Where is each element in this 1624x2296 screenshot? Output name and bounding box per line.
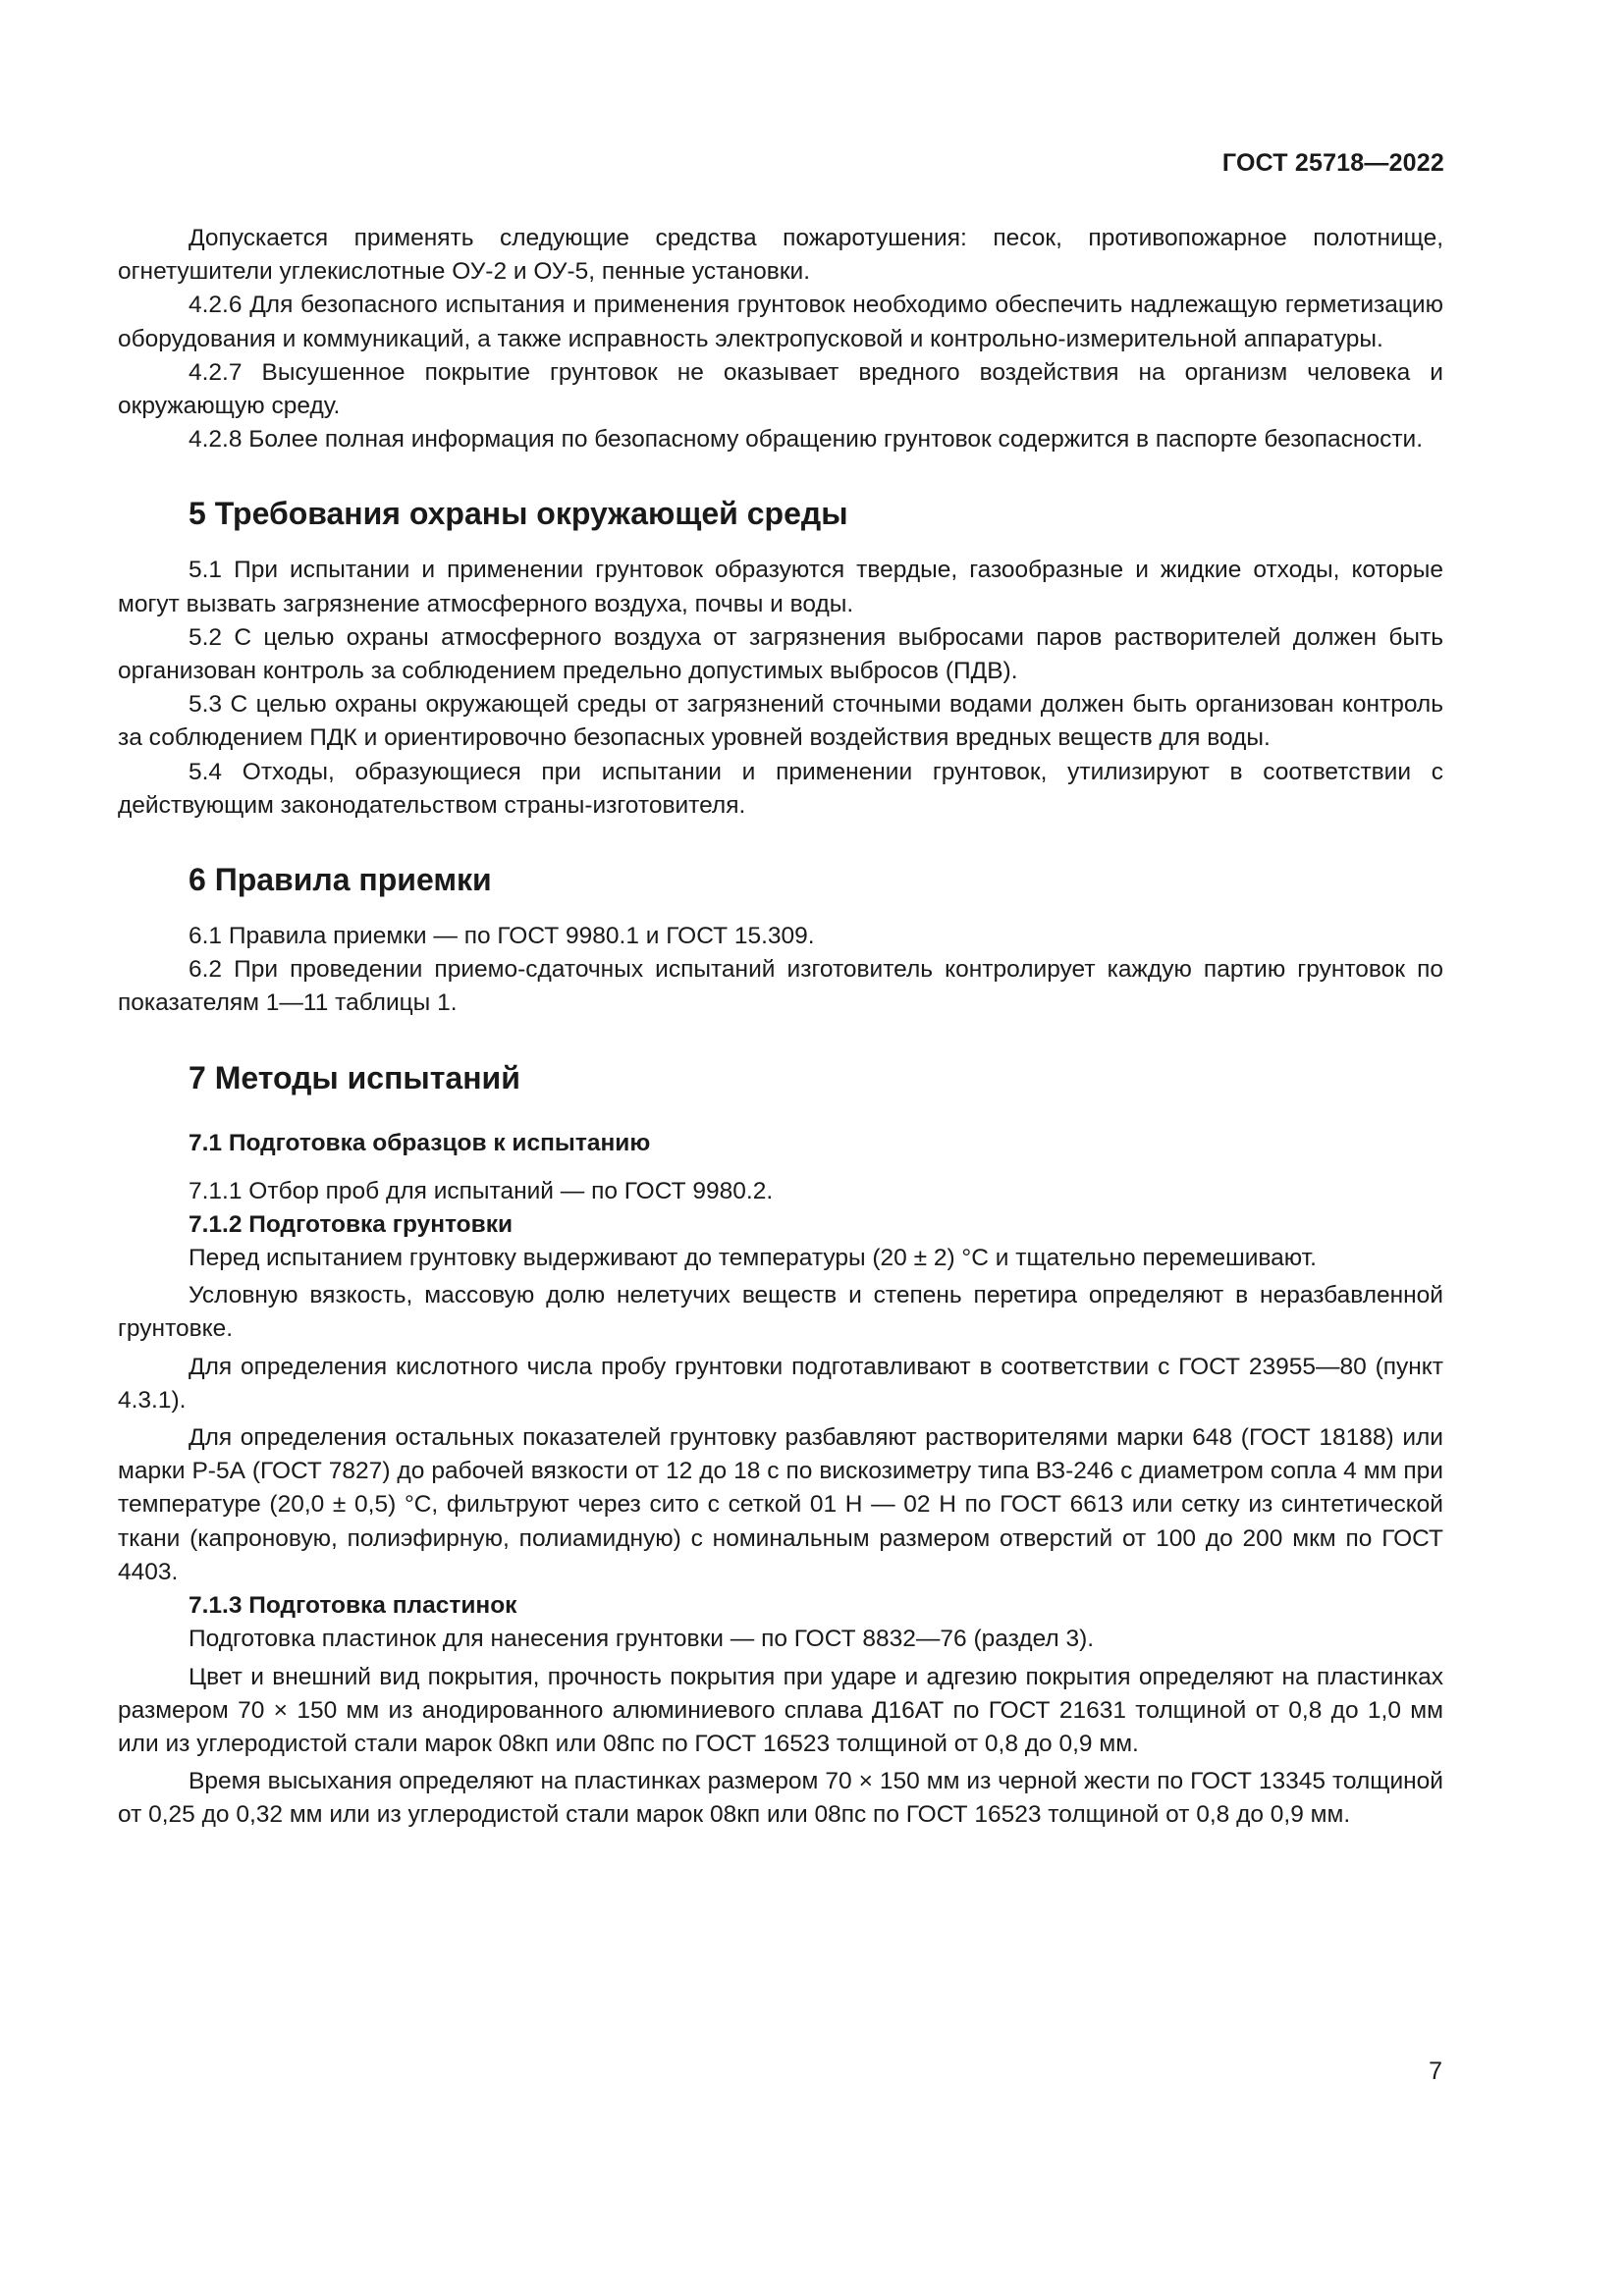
clause-heading-7-1-3: 7.1.3 Подготовка пластинок: [189, 1592, 517, 1620]
paragraph: 5.1 При испытании и применении грунтовок образуются твердые, газообразные и жидкие отходы, которые могут вызвать загрязнение атмосферного воздуха, почвы и воды.: [118, 557, 1443, 617]
paragraph: Допускается применять следующие средства пожаротушения: песок, противопожарное полотнище, огнетушители углекислотные ОУ-2 и ОУ-5, пенные установки.: [118, 225, 1443, 286]
clause-heading-7-1-2: 7.1.2 Подготовка грунтовки: [189, 1210, 514, 1238]
section-heading-5: 5 Требования охраны окружающей среды: [189, 496, 848, 532]
paragraph: 6.2 При проведении приемо-сдаточных испытаний изготовитель контролирует каждую партию грунтовок по показателям 1—11 таблицы 1.: [118, 956, 1443, 1017]
paragraph: 4.2.7 Высушенное покрытие грунтовок не оказывает вредного воздействия на организм человека и окружающую среду.: [118, 358, 1443, 420]
paragraph: Условную вязкость, массовую долю нелетучих веществ и степень перетира определяют в неразбавленной грунтовке.: [118, 1282, 1443, 1343]
paragraph: 5.4 Отходы, образующиеся при испытании и применении грунтовок, утилизируют в соответствии с действующим законодательством страны-изготовителя.: [118, 758, 1443, 819]
paragraph: 4.2.6 Для безопасного испытания и применения грунтовок необходимо обеспечить надлежащую герметизацию оборудования и коммуникаций, а также исправность электропусковой и контрольно-измерительной аппаратуры.: [118, 292, 1443, 352]
page-content: [118, 222, 1443, 1833]
paragraph: 5.2 С целью охраны атмосферного воздуха от загрязнения выбросами паров растворителей должен быть организован контроль за соблюдением предельно допустимых выбросов (ПДВ).: [118, 623, 1443, 685]
subsection-heading-7-1: 7.1 Подготовка образцов к испытанию: [189, 1129, 651, 1156]
standard-designation: ГОСТ 25718—2022: [1221, 149, 1444, 177]
paragraph: Перед испытанием грунтовку выдерживают до температуры (20 ± 2) °С и тщательно перемешивают.: [189, 1245, 1317, 1272]
paragraph: 5.3 С целью охраны окружающей среды от загрязнений сточными водами должен быть организован контроль за соблюдением ПДК и ориентировочно безопасных уровней воздействия вредных веществ для воды.: [118, 691, 1443, 752]
paragraph: Для определения остальных показателей грунтовку разбавляют растворителями марки 648 (ГОСТ 18188) или марки Р-5А (ГОСТ 7827) до рабочей вязкости от 12 до 18 с по вискозиметру типа ВЗ-246 с диаметром сопла 4 мм при температуре (20,0 ± 0,5) °С, фильтруют через сито с сеткой 01 Н — 02 Н по ГОСТ 6613 или сетку из синтетической ткани (капроновую, полиэфирную, полиамидную) с номинальным размером отверстий от 100 до 200 мкм по ГОСТ 4403.: [118, 1424, 1443, 1585]
paragraph: Время высыхания определяют на пластинках размером 70 × 150 мм из черной жести по ГОСТ 13345 толщиной от 0,25 до 0,32 мм или из углеродистой стали марок 08кп или 08пс по ГОСТ 16523 толщиной от 0,8 до 0,9 мм.: [118, 1768, 1443, 1829]
page-number: 7: [1429, 2057, 1442, 2085]
paragraph: 7.1.1 Отбор проб для испытаний — по ГОСТ 9980.2.: [189, 1177, 774, 1204]
paragraph: Для определения кислотного числа пробу грунтовки подготавливают в соответствии с ГОСТ 23955—80 (пункт 4.3.1).: [118, 1353, 1443, 1414]
paragraph: Подготовка пластинок для нанесения грунтовки — по ГОСТ 8832—76 (раздел 3).: [189, 1626, 1095, 1653]
paragraph: Цвет и внешний вид покрытия, прочность покрытия при ударе и адгезию покрытия определяют на пластинках размером 70 × 150 мм из анодированного алюминиевого сплава Д16АТ по ГОСТ 21631 толщиной от 0,8 до 1,0 мм или из углеродистой стали марок 08кп или 08пс по ГОСТ 16523 толщиной от 0,8 до 0,9 мм.: [118, 1663, 1443, 1757]
section-heading-6: 6 Правила приемки: [189, 862, 492, 898]
section-heading-7: 7 Методы испытаний: [189, 1059, 520, 1095]
paragraph: 4.2.8 Более полная информация по безопасному обращению грунтовок содержится в паспорте безопасности.: [189, 426, 1424, 454]
paragraph: 6.1 Правила приемки — по ГОСТ 9980.1 и ГОСТ 15.309.: [189, 923, 815, 950]
